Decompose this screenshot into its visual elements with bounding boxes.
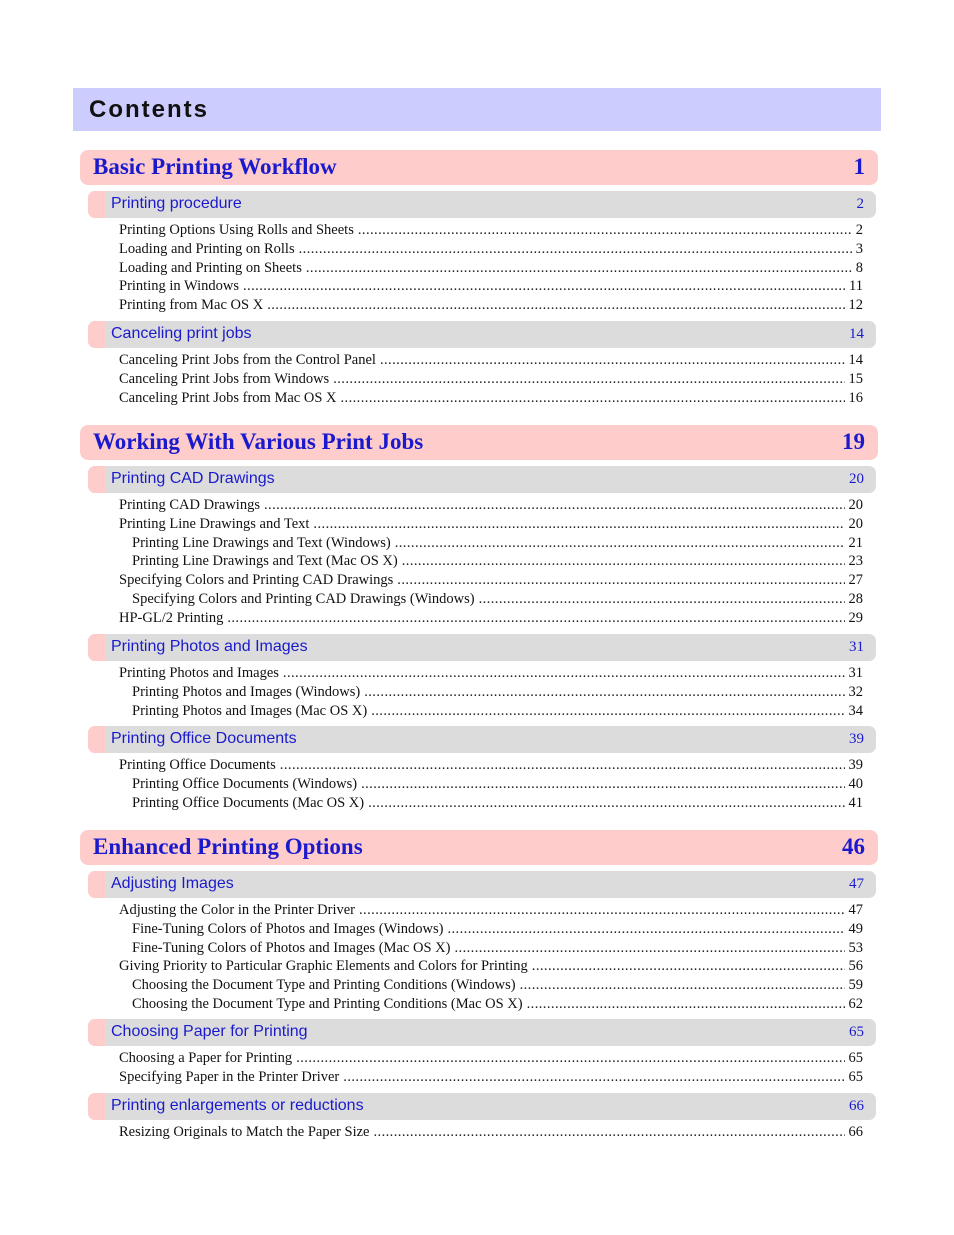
toc-entry-page-number[interactable]: 59 [848, 977, 863, 994]
toc-entry-page-number[interactable]: 40 [848, 775, 863, 792]
dot-leader [359, 902, 845, 919]
toc-entry[interactable] [119, 222, 863, 241]
dot-leader [527, 996, 845, 1013]
toc-entry[interactable] [132, 591, 863, 610]
dot-leader [296, 1050, 844, 1067]
section-accent [88, 871, 105, 898]
dot-leader [371, 703, 844, 720]
dot-leader [373, 1124, 844, 1141]
toc-entry-page-number[interactable]: 65 [848, 1068, 863, 1085]
toc-entry[interactable] [119, 497, 863, 516]
section-title[interactable]: Printing CAD Drawings [111, 470, 275, 487]
toc-entry-page-number[interactable]: 28 [848, 591, 863, 607]
toc-entry[interactable] [132, 996, 863, 1015]
toc-entry-title[interactable]: Canceling Print Jobs from Mac OS X [119, 389, 337, 406]
dot-leader [280, 757, 845, 774]
section-accent [88, 191, 105, 218]
toc-entry[interactable] [119, 260, 863, 279]
toc-entry[interactable] [119, 390, 863, 409]
dot-leader [358, 222, 852, 239]
dot-leader [243, 278, 845, 295]
toc-entry-page-number[interactable]: 41 [848, 794, 863, 811]
section-heading[interactable] [88, 634, 876, 661]
toc-entry-title[interactable]: Printing Line Drawings and Text [119, 515, 310, 532]
toc-entry-page-number[interactable]: 14 [848, 352, 863, 368]
chapter-title[interactable]: Basic Printing Workflow [93, 154, 337, 179]
toc-entry-title[interactable]: Printing CAD Drawings [119, 497, 260, 513]
toc-entry-page-number[interactable]: 20 [848, 497, 863, 513]
toc-entry-page-number[interactable]: 62 [848, 996, 863, 1012]
section-accent [88, 466, 105, 493]
toc-entry-page-number[interactable]: 23 [848, 553, 863, 570]
section-title[interactable]: Canceling print jobs [111, 325, 252, 342]
toc-entry-title[interactable]: Printing Line Drawings and Text (Windows) [132, 534, 391, 551]
dot-leader [364, 684, 844, 701]
toc-entry[interactable] [119, 278, 863, 297]
section-title[interactable]: Printing procedure [111, 195, 242, 212]
toc-entry-title[interactable]: Choosing a Paper for Printing [119, 1050, 293, 1066]
toc-entry-page-number[interactable]: 3 [855, 240, 863, 257]
section-page-number[interactable]: 2 [856, 196, 864, 212]
toc-entry[interactable] [132, 535, 863, 554]
page-title: Contents [89, 96, 209, 123]
toc-entry-page-number[interactable]: 21 [848, 534, 863, 551]
dot-leader [313, 516, 844, 533]
toc-entry-page-number[interactable]: 15 [848, 370, 863, 387]
toc-entry-title[interactable]: Canceling Print Jobs from the Control Panel [119, 352, 376, 368]
toc-entry-title[interactable]: Printing Photos and Images (Mac OS X) [132, 702, 368, 719]
toc-entry-title[interactable]: Printing Office Documents (Windows) [132, 775, 358, 792]
toc-entry-page-number[interactable]: 31 [848, 665, 863, 681]
section-page-number[interactable]: 14 [849, 326, 864, 342]
toc-entry-page-number[interactable]: 39 [848, 757, 863, 773]
toc-entry[interactable] [132, 703, 863, 722]
toc-entry-title[interactable]: Printing Photos and Images [119, 665, 279, 681]
toc-entry-page-number[interactable]: 53 [848, 939, 863, 956]
toc-entry-title[interactable]: Resizing Originals to Match the Paper Size [119, 1124, 370, 1140]
toc-entry-page-number[interactable]: 29 [848, 609, 863, 626]
toc-entry[interactable] [119, 297, 863, 316]
section-accent [88, 1093, 105, 1120]
toc-entry-title[interactable]: Fine-Tuning Colors of Photos and Images (Mac OS X) [132, 939, 451, 956]
section-page-number[interactable]: 20 [849, 471, 864, 487]
toc-entry-page-number[interactable]: 20 [848, 515, 863, 532]
section-page-number[interactable]: 65 [849, 1024, 864, 1040]
dot-leader [454, 940, 844, 957]
dot-leader [333, 371, 844, 388]
section-accent [88, 321, 105, 348]
chapter-heading[interactable] [80, 150, 878, 185]
toc-entry-page-number[interactable]: 32 [848, 683, 863, 700]
section-accent [88, 1019, 105, 1046]
dot-leader [397, 572, 844, 589]
chapter-page-number[interactable]: 46 [842, 834, 865, 859]
section-heading[interactable] [88, 1093, 876, 1120]
toc-entry-title[interactable]: Choosing the Document Type and Printing Conditions (Mac OS X) [132, 996, 523, 1012]
toc-entry[interactable] [132, 684, 863, 703]
section-title[interactable]: Printing Office Documents [111, 730, 297, 747]
section-page-number[interactable]: 31 [849, 639, 864, 655]
toc-entry[interactable] [119, 352, 863, 371]
toc-entry[interactable] [119, 665, 863, 684]
dot-leader [361, 776, 844, 793]
toc-entry-title[interactable]: Specifying Colors and Printing CAD Drawings [119, 572, 394, 589]
dot-leader [306, 260, 852, 277]
toc-entry-title[interactable]: Printing Line Drawings and Text (Mac OS X) [132, 553, 398, 570]
toc-entry[interactable] [119, 958, 863, 977]
section-title[interactable]: Printing Photos and Images [111, 638, 308, 655]
toc-entry-page-number[interactable]: 16 [848, 389, 863, 406]
toc-entry[interactable] [119, 1069, 863, 1088]
chapter-heading[interactable] [80, 830, 878, 865]
section-page-number[interactable]: 39 [849, 731, 864, 747]
toc-entry[interactable] [119, 371, 863, 390]
dot-leader [264, 497, 845, 514]
toc-entry-title[interactable]: Fine-Tuning Colors of Photos and Images (Windows) [132, 920, 444, 937]
toc-entry-page-number[interactable]: 56 [848, 958, 863, 975]
dot-leader [520, 977, 845, 994]
toc-entry[interactable] [132, 940, 863, 959]
toc-entry[interactable] [119, 610, 863, 629]
section-title[interactable]: Choosing Paper for Printing [111, 1023, 308, 1040]
toc-entry-title[interactable]: Printing from Mac OS X [119, 297, 264, 314]
toc-entry[interactable] [119, 902, 863, 921]
toc-entry-page-number[interactable]: 66 [848, 1124, 863, 1140]
toc-entry[interactable] [132, 553, 863, 572]
dot-leader [343, 1069, 844, 1086]
toc-entry[interactable] [119, 1124, 863, 1143]
toc-entry-title[interactable]: Loading and Printing on Sheets [119, 259, 302, 276]
chapter-page-number[interactable]: 1 [853, 154, 865, 179]
toc-entry[interactable] [119, 1050, 863, 1069]
toc-entry[interactable] [119, 572, 863, 591]
section-heading[interactable] [88, 1019, 876, 1046]
toc-entry[interactable] [119, 757, 863, 776]
contents-header-bar [73, 88, 881, 131]
dot-leader [299, 241, 852, 258]
toc-entry-title[interactable]: Loading and Printing on Rolls [119, 240, 295, 257]
toc-entry-page-number[interactable]: 47 [848, 902, 863, 918]
toc-entry[interactable] [119, 516, 863, 535]
toc-entry-title[interactable]: Printing Office Documents [119, 757, 276, 773]
section-heading[interactable] [88, 191, 876, 218]
toc-entry-title[interactable]: Printing Photos and Images (Windows) [132, 683, 361, 700]
section-heading[interactable] [88, 871, 876, 898]
toc-entry[interactable] [132, 921, 863, 940]
chapter-page-number[interactable]: 19 [842, 429, 865, 454]
toc-entry-page-number[interactable]: 27 [848, 572, 863, 589]
toc-entry-title[interactable]: Printing Office Documents (Mac OS X) [132, 794, 365, 811]
toc-entry-title[interactable]: Giving Priority to Particular Graphic Elements and Colors for Printing [119, 958, 528, 975]
toc-entry[interactable] [132, 776, 863, 795]
toc-entry-page-number[interactable]: 49 [848, 920, 863, 937]
toc-entry-title[interactable]: Choosing the Document Type and Printing Conditions (Windows) [132, 977, 516, 994]
dot-leader [267, 297, 844, 314]
toc-entry-title[interactable]: Specifying Paper in the Printer Driver [119, 1068, 340, 1085]
chapter-heading[interactable] [80, 425, 878, 460]
dot-leader [380, 352, 845, 369]
toc-entry[interactable] [132, 795, 863, 814]
chapter-title[interactable]: Working With Various Print Jobs [93, 429, 424, 454]
section-title[interactable]: Printing enlargements or reductions [111, 1097, 364, 1114]
dot-leader [402, 553, 845, 570]
toc-entry-page-number[interactable]: 11 [849, 278, 863, 295]
section-accent [88, 634, 105, 661]
toc-entry-title[interactable]: Printing Options Using Rolls and Sheets [119, 222, 354, 238]
toc-entry-title[interactable]: Adjusting the Color in the Printer Driver [119, 902, 355, 918]
toc-entry-page-number[interactable]: 2 [855, 222, 863, 238]
dot-leader [479, 591, 845, 608]
section-heading[interactable] [88, 466, 876, 493]
dot-leader [532, 958, 845, 975]
toc-entry-title[interactable]: Canceling Print Jobs from Windows [119, 370, 330, 387]
dot-leader [368, 795, 844, 812]
toc-entry-title[interactable]: Specifying Colors and Printing CAD Drawings (Windows) [132, 591, 475, 607]
toc-entry-title[interactable]: HP-GL/2 Printing [119, 609, 224, 626]
section-page-number[interactable]: 47 [849, 876, 864, 892]
section-heading[interactable] [88, 726, 876, 753]
toc-entry-page-number[interactable]: 65 [848, 1050, 863, 1066]
dot-leader [283, 665, 845, 682]
section-title[interactable]: Adjusting Images [111, 875, 234, 892]
dot-leader [340, 390, 844, 407]
section-accent [88, 726, 105, 753]
toc-entry[interactable] [119, 241, 863, 260]
section-heading[interactable] [88, 321, 876, 348]
toc-entry-page-number[interactable]: 12 [848, 297, 863, 314]
chapter-title[interactable]: Enhanced Printing Options [93, 834, 363, 859]
toc-entry[interactable] [132, 977, 863, 996]
toc-entry-title[interactable]: Printing in Windows [119, 278, 239, 295]
section-page-number[interactable]: 66 [849, 1098, 864, 1114]
toc-entry-page-number[interactable]: 34 [848, 702, 863, 719]
dot-leader [447, 921, 844, 938]
dot-leader [227, 610, 844, 627]
toc-entry-page-number[interactable]: 8 [855, 259, 863, 276]
dot-leader [395, 535, 845, 552]
